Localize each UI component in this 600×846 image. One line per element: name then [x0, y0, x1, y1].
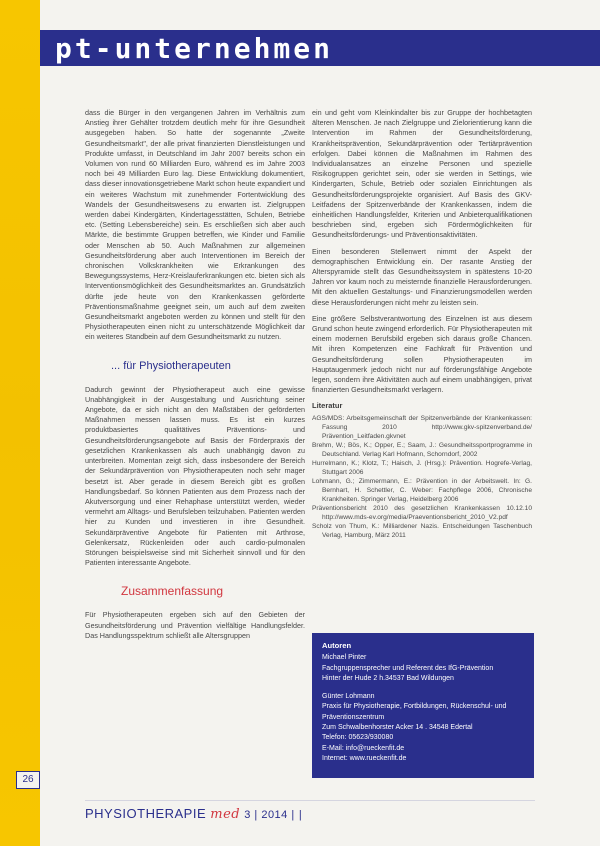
subheading-summary: Zusammenfassung: [121, 584, 224, 599]
literature-entry: AGS/MDS: Arbeitsgemeinschaft der Spitzenverbände der Krankenkassen: Fassung 2010 http://www.gkv-spitzenverband.de/ Prävention_Leitfaden.gkvnet: [312, 414, 532, 440]
left-paragraph-1: dass die Bürger in den vergangenen Jahren im Verhältnis zum Anstieg ihrer Gehälter trotzdem deutlich mehr für ihre Gesundheit ausgegeben haben. So hatte der sogenannte „Zweite Gesundheitsmarkt", der alle privat finanzierten Dienstleistungen und Produkte umfasst, in Deutschland im Jahr 2007 bereits schon ein Volumen von rund 60 Milliarden Euro, während es im Jahre 2003 noch bei 49 Milliarden Euro lag. Diese Entwicklung dokumentiert, dass dieser innovationsgetriebene Markt schon heute expandiert und ein weiteres Wachstum mit zunehmender Fortentwicklung des Wandels der Gesundheitswesens zu erwarten ist. Zielgruppen werden dabei Kindergärten, Kindertagesstätten, Schulen, Betriebe etc. (Setting Lebensbereiche) sein. Es erschließen sich aber auch Märkte, die bestimmte Gruppen betreffen, wie Kinder und Familie oder Menschen ab 50. Auch Maßnahmen zur allgemeinen Gesundheitsförderung aber auch Interventionen im Bereich der chronischen Volkskrankheiten wie Erkrankungen des Bewegungssystems, Herz-Kreislauferkrankungen etc. bieten sich als Interventionsmöglichkeit des Gesundheitsmarktes an. Grundsätzlich dürfte jede heute von den Krankenkassen geförderte Präventionsmaßnahme geeignet sein, um auch auf dem zweiten Gesundheitsmarkt angeboten werden zu können und stellt für den Physiotherapeuten einen nicht zu unterschätzende Möglichkeit dar ein weiteres Standbein auf dem Gesundheitsmarkt zu nutzen.: [85, 108, 305, 342]
footer-divider: [85, 800, 535, 801]
author-1-address: Hinter der Hude 2 h.34537 Bad Wildungen: [322, 674, 454, 682]
literature-entry: Lohmann, G.; Zimmermann, E.: Prävention in der Arbeitswelt. In: G. Bernhart, H. Schettler, C. Weber: Fachpflege 2006, Chronische Krankheiten. Springer Verlag, Heidelberg 2006: [312, 477, 532, 503]
author-2-practice: Praxis für Physiotherapie, Fortbildungen, Rückenschul- und Präventionszentrum: [322, 703, 507, 721]
authors-heading: Autoren: [322, 641, 352, 650]
footer-issue: 3 | 2014 |: [244, 809, 295, 821]
footer-separator: |: [298, 809, 303, 821]
author-2-email: E-Mail: info@rueckenfit.de: [322, 744, 405, 752]
right-column: [312, 108, 532, 540]
subheading-physiotherapists: ... für Physiotherapeuten: [111, 359, 231, 372]
margin-tone: [0, 0, 40, 846]
author-info-box: [312, 633, 534, 778]
author-2-name: Günter Lohmann: [322, 693, 375, 701]
author-1: [322, 653, 527, 684]
literature-entry: Brehm, W.; Bös, K.; Opper, E.; Saam, J.: Gesundheitssportprogramme in Deutschland. Verlag Karl Hofmann, Schorndorf, 2002: [312, 441, 532, 458]
yellow-margin-strip: [0, 0, 40, 846]
literature-entry: Hurrelmann, K.; Klotz, T.; Haisch, J. (Hrsg.): Prävention. Hogrefe-Verlag, Stuttgart 2006: [312, 459, 532, 476]
left-paragraph-3: Für Physiotherapeuten ergeben sich auf den Gebieten der Gesundheitsförderung und Prävention vielfältige Handlungsfelder. Das Handlungsspektrum schließt alle Altersgruppen: [85, 610, 305, 640]
left-column: [85, 108, 305, 647]
right-paragraph-2: Einen besonderen Stellenwert nimmt der Aspekt der demographischen Entwicklung ein. Der rasante Anstieg der Alterspyramide stellt das Gesundheitssystem in spätestens 10-20 Jahren vor kaum noch zu meisternde finanzielle Herausforderungen. Mit den aktuellen Gestaltungs- und Finanzierungsmodellen werden diese Herausforderungen nicht mehr zu leisten sein.: [312, 246, 532, 307]
footer-brand: PHYSIOTHERAPIE: [85, 806, 207, 821]
right-paragraph-3: Eine größere Selbstverantwortung des Einzelnen ist aus diesem Grund schon heute zwingend erforderlich. Für Physiotherapeuten mit einem modernen Berufsbild ergeben sich daraus große Chancen. Mit ihren Kompetenzen eine Fachkraft für Prävention und Gesundheitsförderung sollen Physiotherapeuten im Hauptaugenmerk jedoch nicht nur auf förderungsfähige Angebote legen, sondern ihre Aktivitäten auch auf einem unabhängigen, privat finanzierten Gesundheitsmarkt verlagern.: [312, 313, 532, 395]
author-2-website: Internet: www.rueckenfit.de: [322, 754, 407, 762]
author-info-content: [322, 641, 527, 772]
footer-med-logo: med: [210, 807, 241, 822]
author-2-address: Zum Schwalbenhorster Acker 14 . 34548 Edertal: [322, 724, 473, 732]
right-paragraph-1: ein und geht vom Kleinkindalter bis zur Gruppe der hochbetagten älteren Menschen. Je nach Zielgruppe und Zielorientierung kann die Intervention im Rahmen der Gesundheitsförderung, Krankheitsprävention, Sekundärprävention oder Tertiärprävention erfolgen. Dabei können die Maßnahmen im Rahmen des Individualansatzes an einzelne Personen und spezielle Risikogruppen gerichtet sein, oder sie werden in Settings, wie Kindergarten, Schule, Betrieb oder sozialen Einrichtungen als Gesundheitsförderungsprojekte organisiert. Auf Basis des GKV-Leitfadens der Spitzenverbände der Krankenkassen, indem die einheitlichen Handlungsfelder, Kriterien und Anbieterqualifikationen beschrieben sind, ergeben sich Fördermöglichkeiten für Gesundheitsförderungs- und Präventionsaktivitäten.: [312, 108, 532, 240]
page-number: 26: [16, 771, 40, 789]
author-2: [322, 692, 527, 764]
footer-brand-line: [85, 806, 302, 822]
literature-entry: Präventionsbericht 2010 des gesetzlichen Krankenkassen 10.12.10 http://www.mds-ev.org/media/Praeventionsbericht_2010_V2.pdf: [312, 504, 532, 521]
author-2-phone: Telefon: 05623/930080: [322, 734, 394, 742]
literature-list: [312, 414, 532, 540]
literature-entry: Scholz von Thum, K.: Milliardener Nazis. Entscheidungen Taschenbuch Verlag, Hamburg, März 2011: [312, 522, 532, 539]
section-title: pt-unternehmen: [55, 32, 334, 65]
literature-heading: Literatur: [312, 401, 343, 411]
author-1-role: Fachgruppensprecher und Referent des IfG-Prävention: [322, 664, 494, 672]
author-1-name: Michael Pinter: [322, 654, 367, 662]
left-paragraph-2: Dadurch gewinnt der Physiotherapeut auch eine gewisse Unabhängigkeit in der Ausgestaltung und Ausrichtung seiner Angebote, da er sich nicht an den Maßstäben der geförderten Maßnahmen messen lassen muss. Es ist ein kurzes produktbasiertes qualitätives Präventions- und Gesundheitsförderungsangebote auf Basis der Förderpraxis der gesetzlichen Krankenkassen als auch unabhängig davon zu unterbreiten. Momentan zeigt sich, dass insbesondere der Bereich der Sekundärprävention von Physiotherapeuten noch sehr mager besetzt ist. Aber gerade in diesem Bereich gibt es großen Handlungsbedarf. So können Patienten aus dem Prozess nach der Akutversorgung und einer Rehaphase unterstützt werden, wieder vermehrt am Alltags- und Berufsleben teilzuhaben. Patienten werden hier zu Kunden und investieren in ihre Gesundheit. Sekundärpräventive Angebote für Patienten mit Arthrose, Gelenkersatz, Rückenleiden oder auch cardio-pulmonalen Störungen beispielsweise sind mit Sicherheit sinnvoll und für den Patienten interessante Angebote.: [85, 384, 305, 568]
